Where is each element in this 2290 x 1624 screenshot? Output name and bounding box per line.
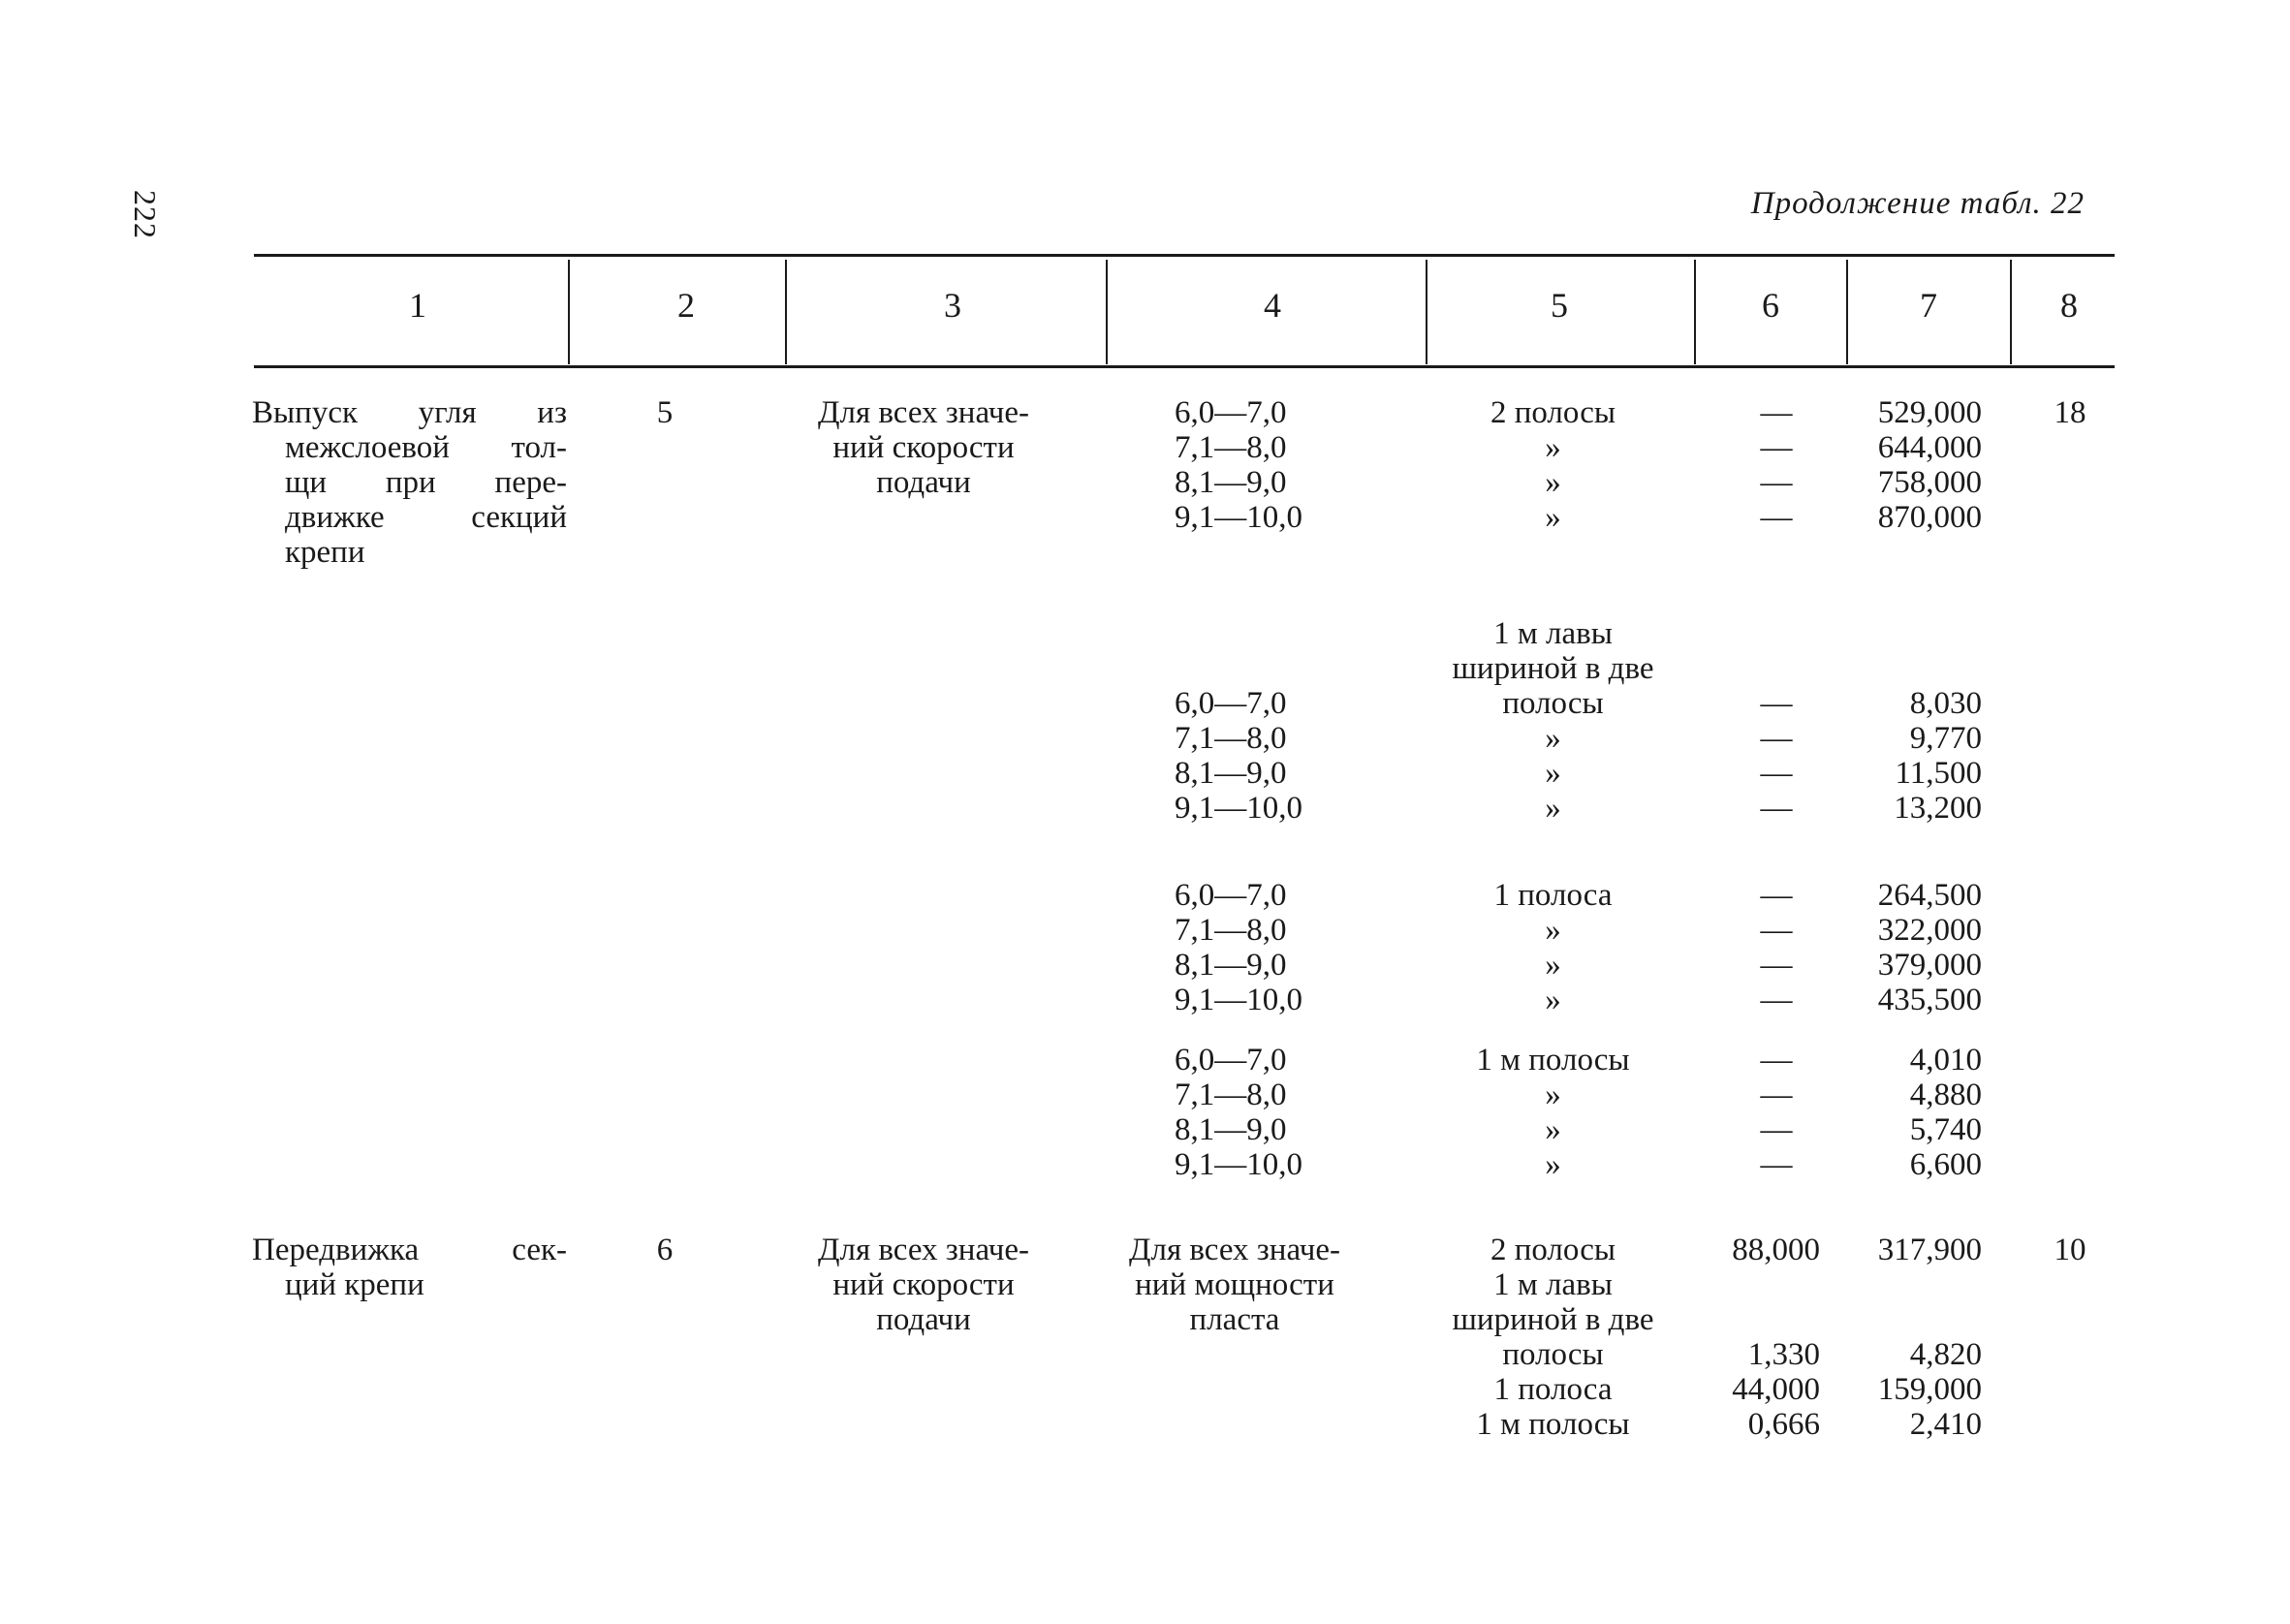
header-col-7: 7 <box>1920 286 1937 325</box>
unit-value: » <box>1545 500 1561 535</box>
norm-value: 379,000 <box>1877 948 1982 983</box>
header-col-5: 5 <box>1551 286 1568 325</box>
header-bottom-rule <box>254 365 2115 368</box>
row1-operation-line: межслоевой тол- <box>285 430 567 465</box>
norm-value: 644,000 <box>1877 430 1982 465</box>
row1-block1-ranges <box>1175 395 1302 535</box>
row1-block2-col7 <box>1846 686 1982 826</box>
dash-value: — <box>1760 983 1793 1017</box>
range-value: 7,1—8,0 <box>1175 430 1287 465</box>
row1-block4-col6 <box>1744 1043 1808 1182</box>
unit-value: 2 полосы <box>1490 395 1616 430</box>
unit-value: » <box>1545 948 1561 983</box>
column-divider <box>2010 260 2012 364</box>
range-value: 8,1—9,0 <box>1175 756 1287 791</box>
row1-block3-col7 <box>1846 878 1982 1017</box>
row2-col4-line: пласта <box>1189 1302 1280 1337</box>
unit-value: » <box>1545 983 1561 1017</box>
column-divider <box>1846 260 1848 364</box>
row1-block4-ranges <box>1175 1043 1302 1182</box>
norm-value: 758,000 <box>1877 465 1982 500</box>
norm-value: 8,030 <box>1909 686 1982 721</box>
range-value: 6,0—7,0 <box>1175 686 1287 721</box>
time-value: 88,000 <box>1732 1233 1820 1267</box>
dash-value: — <box>1760 948 1793 983</box>
header-top-rule <box>254 254 2115 257</box>
dash-value: — <box>1760 430 1793 465</box>
row2-col4-line: ний мощности <box>1135 1267 1334 1302</box>
time-value <box>1684 1302 1820 1337</box>
unit-value: » <box>1545 1077 1561 1112</box>
row2-units <box>1425 1233 1681 1442</box>
dash-value: — <box>1760 878 1793 913</box>
column-divider <box>568 260 570 364</box>
unit-value: 1 м лавы <box>1493 1267 1613 1302</box>
range-value: 8,1—9,0 <box>1175 465 1287 500</box>
unit-value: 1 полоса <box>1493 878 1613 913</box>
unit-value: 1 м полосы <box>1476 1043 1630 1077</box>
range-value: 6,0—7,0 <box>1175 1043 1287 1077</box>
row2-col4-line: Для всех значе- <box>1128 1233 1341 1267</box>
row2-col4 <box>1089 1233 1380 1337</box>
header-col-8: 8 <box>2060 286 2078 325</box>
row1-block4-col7 <box>1846 1043 1982 1182</box>
unit-value: шириной в две <box>1452 1302 1654 1337</box>
row2-col3-line: Для всех значе- <box>817 1233 1030 1267</box>
time-value <box>1684 1267 1820 1302</box>
dash-value: — <box>1760 1147 1793 1182</box>
dash-value: — <box>1760 1112 1793 1147</box>
row2-operation-line: ций крепи <box>285 1267 424 1302</box>
dash-value: — <box>1760 686 1793 721</box>
unit-value: полосы <box>1502 1337 1604 1372</box>
time-value: 0,666 <box>1747 1407 1820 1442</box>
row1-col3-line: подачи <box>876 465 971 500</box>
norm-value: 9,770 <box>1909 721 1982 756</box>
dash-value: — <box>1760 721 1793 756</box>
norm-value: 4,820 <box>1909 1337 1982 1372</box>
unit-value: 2 полосы <box>1490 1233 1616 1267</box>
unit-value: » <box>1545 430 1561 465</box>
range-value: 9,1—10,0 <box>1175 791 1302 826</box>
norm-value <box>1846 1267 1982 1302</box>
row2-col7 <box>1846 1233 1982 1442</box>
row1-block1-col6 <box>1744 395 1808 535</box>
row1-block3-units <box>1425 878 1681 1017</box>
unit-value: » <box>1545 913 1561 948</box>
unit-value: » <box>1545 1112 1561 1147</box>
header-col-2: 2 <box>677 286 695 325</box>
row2-col2: 6 <box>656 1233 674 1267</box>
unit-value: 1 полоса <box>1493 1372 1613 1407</box>
norm-value: 4,880 <box>1909 1077 1982 1112</box>
column-divider <box>1106 260 1108 364</box>
column-divider <box>1426 260 1427 364</box>
row1-block3-col6 <box>1744 878 1808 1017</box>
norm-value: 317,900 <box>1877 1233 1982 1267</box>
row1-col3 <box>783 395 1064 500</box>
row1-operation-line: Выпуск угля из <box>252 395 567 430</box>
dash-value: — <box>1760 395 1793 430</box>
dash-value: — <box>1760 756 1793 791</box>
unit-value: полосы <box>1502 686 1604 721</box>
header-col-3: 3 <box>944 286 961 325</box>
row1-col2: 5 <box>656 395 674 430</box>
range-value: 7,1—8,0 <box>1175 913 1287 948</box>
page-number: 222 <box>128 190 163 239</box>
norm-value: 159,000 <box>1877 1372 1982 1407</box>
row1-block4-units <box>1425 1043 1681 1182</box>
unit-value: » <box>1545 791 1561 826</box>
norm-value: 435,500 <box>1877 983 1982 1017</box>
row1-block2-ranges <box>1175 686 1302 826</box>
range-value: 6,0—7,0 <box>1175 878 1287 913</box>
norm-value: 11,500 <box>1895 756 1982 791</box>
header-col-4: 4 <box>1264 286 1281 325</box>
column-divider <box>785 260 787 364</box>
unit-value: » <box>1545 721 1561 756</box>
row1-block2-col6 <box>1744 686 1808 826</box>
row2-col8: 10 <box>2054 1233 2086 1267</box>
row2-operation <box>252 1233 567 1302</box>
range-value: 8,1—9,0 <box>1175 1112 1287 1147</box>
dash-value: — <box>1760 791 1793 826</box>
unit-value: » <box>1545 756 1561 791</box>
table-caption: Продолжение табл. 22 <box>1750 186 2085 221</box>
dash-value: — <box>1760 1077 1793 1112</box>
row1-col8: 18 <box>2054 395 2086 430</box>
time-value: 1,330 <box>1747 1337 1820 1372</box>
norm-value: 2,410 <box>1909 1407 1982 1442</box>
norm-value: 870,000 <box>1877 500 1982 535</box>
row1-block1-col7 <box>1846 395 1982 535</box>
row1-block2-units <box>1425 686 1681 826</box>
row1-operation <box>252 395 567 570</box>
row2-col3-line: ний скорости <box>832 1267 1015 1302</box>
time-value: 44,000 <box>1732 1372 1820 1407</box>
row1-col3-line: Для всех значе- <box>817 395 1030 430</box>
dash-value: — <box>1760 500 1793 535</box>
row1-operation-line: движке секций <box>285 500 567 535</box>
range-value: 9,1—10,0 <box>1175 500 1302 535</box>
norm-value: 264,500 <box>1877 878 1982 913</box>
unit-value: » <box>1545 1147 1561 1182</box>
norm-value: 6,600 <box>1909 1147 1982 1182</box>
norm-value: 4,010 <box>1909 1043 1982 1077</box>
norm-value: 322,000 <box>1877 913 1982 948</box>
range-value: 8,1—9,0 <box>1175 948 1287 983</box>
unit-label-line: 1 м лавы <box>1493 616 1613 651</box>
range-value: 7,1—8,0 <box>1175 721 1287 756</box>
norm-value: 13,200 <box>1894 791 1982 826</box>
norm-value: 529,000 <box>1877 395 1982 430</box>
row1-block2-unit-label <box>1425 616 1681 686</box>
range-value: 6,0—7,0 <box>1175 395 1287 430</box>
header-col-1: 1 <box>409 286 426 325</box>
row1-block3-ranges <box>1175 878 1302 1017</box>
unit-label-line: шириной в две <box>1452 651 1654 686</box>
dash-value: — <box>1760 913 1793 948</box>
unit-value: 1 м полосы <box>1476 1407 1630 1442</box>
unit-value: » <box>1545 465 1561 500</box>
range-value: 9,1—10,0 <box>1175 983 1302 1017</box>
range-value: 7,1—8,0 <box>1175 1077 1287 1112</box>
row2-col3 <box>783 1233 1064 1337</box>
row1-operation-line: крепи <box>285 535 365 570</box>
row2-col6 <box>1684 1233 1820 1442</box>
row1-block1-units <box>1425 395 1681 535</box>
row2-operation-line: Передвижка сек- <box>252 1233 567 1267</box>
range-value: 9,1—10,0 <box>1175 1147 1302 1182</box>
header-col-6: 6 <box>1762 286 1779 325</box>
row2-col3-line: подачи <box>876 1302 971 1337</box>
norm-value <box>1846 1302 1982 1337</box>
column-divider <box>1694 260 1696 364</box>
row1-col3-line: ний скорости <box>832 430 1015 465</box>
row1-operation-line: щи при пере- <box>285 465 567 500</box>
norm-value: 5,740 <box>1909 1112 1982 1147</box>
dash-value: — <box>1760 465 1793 500</box>
dash-value: — <box>1760 1043 1793 1077</box>
